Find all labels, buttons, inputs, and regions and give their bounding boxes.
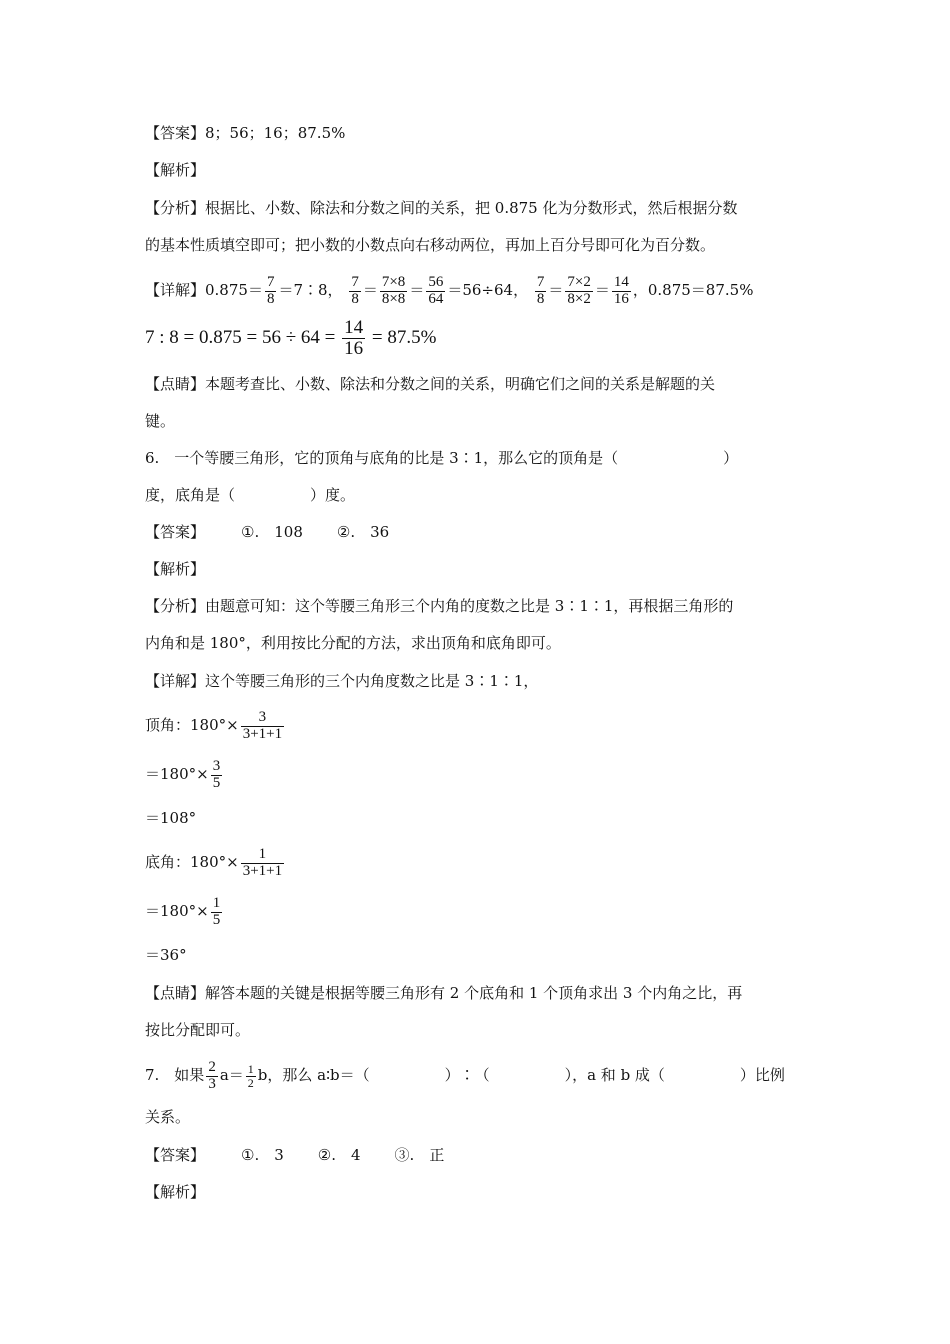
- q6-dianjing-line-1: 【点睛】解答本题的关键是根据等腰三角形有 2 个底角和 1 个顶角求出 3 个内角之比，再: [145, 984, 743, 1002]
- fraction-56-64: $\frac{56}{64}$: [428, 273, 444, 307]
- q6-jiexi-heading: 【解析】: [145, 560, 206, 578]
- detail-text-1: ＝7∶8，: [278, 281, 343, 299]
- q6-analysis-line-1: 【分析】由题意可知：这个等腰三角形三个内角的度数之比是 3∶1∶1，再根据三角形的: [145, 597, 734, 615]
- q7-jiexi-heading: 【解析】: [145, 1183, 206, 1201]
- q7-stem-line-2: 关系。: [145, 1108, 191, 1126]
- detail-text-3: ，0.875＝87.5%: [632, 281, 754, 299]
- q6-step-1-result: ＝108°: [145, 809, 197, 827]
- fraction-3-over-3p1p1: $\frac{3}{3+1+1}$: [242, 708, 283, 742]
- fraction-7-8-b: $\frac{7}{8}$: [351, 273, 359, 307]
- dianjing-line-1b: 键。: [145, 412, 176, 430]
- fraction-7-8-c: $\frac{7}{8}$: [536, 273, 545, 307]
- q7-answer-1: ①. 3: [241, 1146, 284, 1164]
- fraction-7x8-8x8: $\frac{7\times 8}{8\times 8}$: [381, 273, 406, 307]
- q6-top-angle-line: 顶角：180°× $\frac{3}{3+1+1}$: [145, 708, 283, 742]
- q7-answer-line: 【答案】 ①. 3 ②. 4 ③. 正: [145, 1146, 445, 1164]
- jiexi-heading-1: 【解析】: [145, 161, 206, 179]
- q7-stem-line-1: 7. 如果 $\frac{2}{3}$ a＝ $\frac{1}{2}$ b，那么 a∶b＝（ ）∶（ ），a 和 b 成（ ）比例: [145, 1058, 785, 1092]
- fraction-1-over-3p1p1: $\frac{1}{3+1+1}$: [242, 845, 283, 879]
- answer-line-1: 【答案】8；56；16；87.5%: [145, 124, 346, 142]
- q6-dianjing-line-2: 按比分配即可。: [145, 1021, 251, 1039]
- q6-step-2-result: ＝36°: [145, 946, 187, 964]
- detail-prefix: 【详解】0.875＝: [145, 281, 263, 299]
- q6-step-1: ＝180°× $\frac{3}{5}$: [145, 757, 221, 791]
- q6-stem-line-2: 度，底角是（ ）度。: [145, 486, 356, 504]
- equation-line: 7 : 8 = 0.875 = 56 ÷ 64 = $\frac{14}{16}$ = 87.5%: [145, 317, 437, 360]
- detail-text-2: ＝56÷64，: [447, 281, 529, 299]
- q6-answer-2: ②. 36: [336, 523, 390, 541]
- fraction-7x2-8x2: $\frac{7\times 2}{8\times 2}$: [567, 273, 591, 307]
- q6-base-angle-line: 底角：180°× $\frac{1}{3+1+1}$: [145, 845, 283, 879]
- q7-answer-2: ②. 4: [317, 1146, 361, 1164]
- fraction-1-5: $\frac{1}{5}$: [212, 894, 221, 928]
- q6-analysis-line-2: 内角和是 180°，利用按比分配的方法，求出顶角和底角即可。: [145, 634, 561, 652]
- q7-answer-3: ③. 正: [394, 1146, 445, 1164]
- dianjing-line-1a: 【点睛】本题考查比、小数、除法和分数之间的关系，明确它们之间的关系是解题的关: [145, 375, 716, 393]
- q6-detail-line: 【详解】这个等腰三角形的三个内角度数之比是 3∶1∶1，: [145, 672, 539, 690]
- q6-answer-1: ①. 108: [241, 523, 303, 541]
- q6-step-2: ＝180°× $\frac{1}{5}$: [145, 894, 221, 928]
- detail-line-1: 【详解】0.875＝ $\frac{7}{8}$ ＝7∶8， $\frac{7}{8}$ ＝ $\frac{7\times 8}{8\times 8}$ ＝ $\frac{56}{64}$ ＝56÷64， $\frac{7}{8}$ ＝ $\frac{7\times 2}{8\times 2}$ ＝ $\frac{14}{16}$ ，0.875＝87.5%: [145, 273, 754, 307]
- fraction-14-16: $\frac{14}{16}$: [613, 273, 629, 307]
- analysis-line-1a: 【分析】根据比、小数、除法和分数之间的关系，把 0.875 化为分数形式，然后根据分数: [145, 199, 738, 217]
- fraction-14-16-eq: $\frac{14}{16}$: [344, 317, 364, 360]
- analysis-line-1b: 的基本性质填空即可；把小数的小数点向右移动两位，再加上百分号即可化为百分数。: [145, 236, 716, 254]
- q6-stem-line-1: 6. 一个等腰三角形，它的顶角与底角的比是 3∶1，那么它的顶角是（ ）: [145, 449, 739, 467]
- fraction-3-5: $\frac{3}{5}$: [212, 757, 221, 791]
- fraction-7-8-a: $\frac{7}{8}$: [266, 273, 275, 307]
- fraction-2-3: $\frac{2}{3}$: [208, 1058, 216, 1092]
- fraction-1-2: $\frac{1}{2}$: [247, 1061, 254, 1090]
- q6-answer-line: 【答案】 ①. 108 ②. 36: [145, 523, 390, 541]
